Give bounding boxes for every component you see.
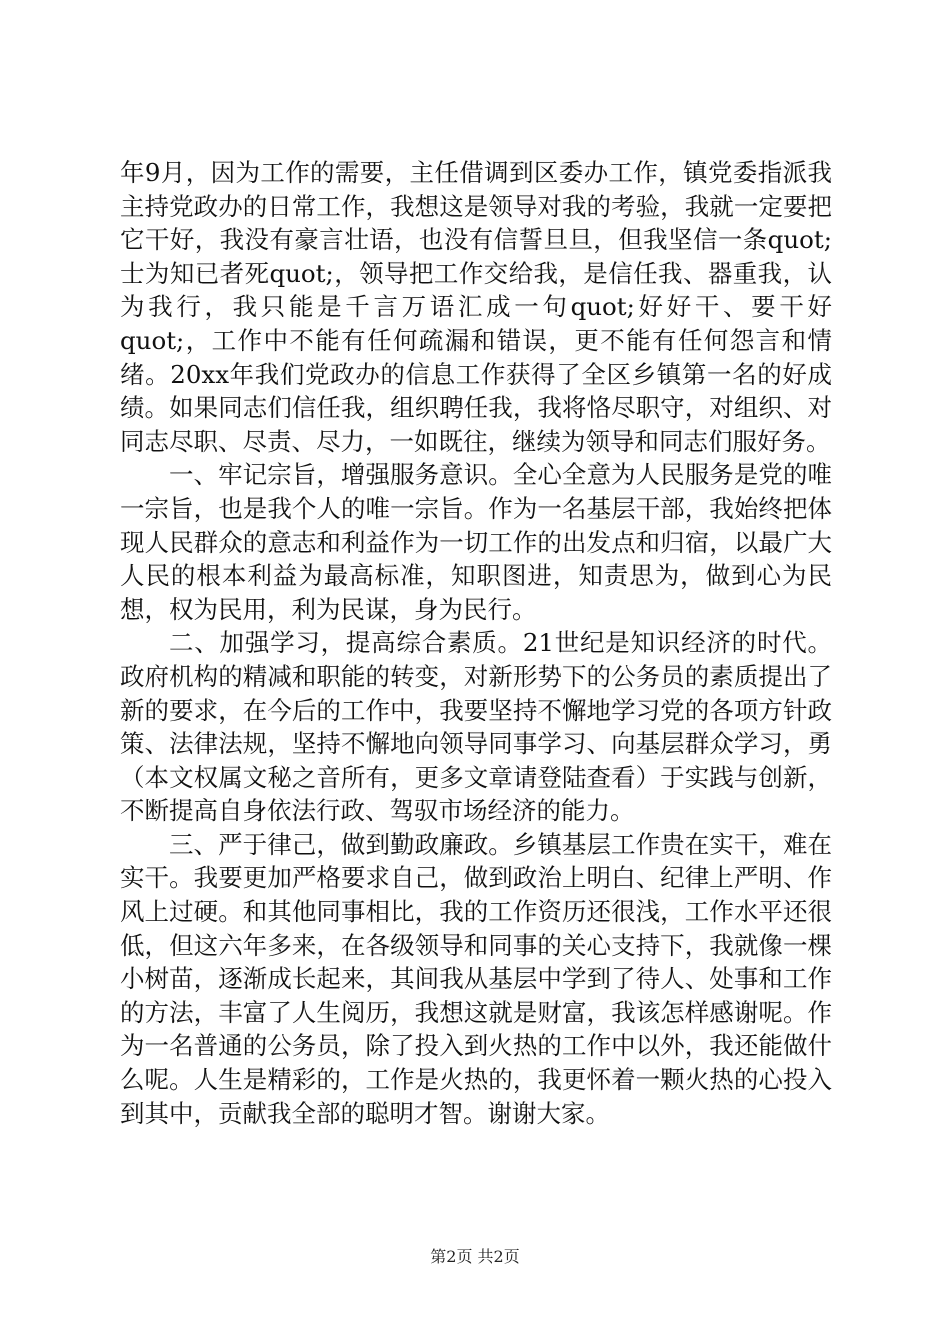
paragraph-continuation: 年9月，因为工作的需要，主任借调到区委办工作，镇党委指派我主持党政办的日常工作，我想这是领导对我的考验，我就一定要把它干好，我没有豪言壮语，也没有信誓旦旦，但我坚信一条quot;士为知已者死quot;，领导把工作交给我，是信任我、器重我，认为我行，我只能是千言万语汇成一句quot;好好干、要干好quot;，工作中不能有任何疏漏和错误，更不能有任何怨言和情绪。20xx年我们党政办的信息工作获得了全区乡镇第一名的好成绩。如果同志们信任我，组织聘任我，我将恪尽职守，对组织、对同志尽职、尽责、尽力，一如既往，继续为领导和同志们服好务。 (120, 158, 832, 456)
paragraph-section-two: 二、加强学习，提高综合素质。21世纪是知识经济的时代。政府机构的精减和职能的转变，对新形势下的公务员的素质提出了新的要求，在今后的工作中，我要坚持不懈地学习党的各项方针政策、法律法规，坚持不懈地向领导同事学习、向基层群众学习，勇（本文权属文秘之音所有，更多文章请登陆查看）于实践与创新，不断提高自身依法行政、驾驭市场经济的能力。 (120, 628, 832, 826)
paragraph-section-one: 一、牢记宗旨，增强服务意识。全心全意为人民服务是党的唯一宗旨，也是我个人的唯一宗旨。作为一名基层干部，我始终把体现人民群众的意志和利益作为一切工作的出发点和归宿，以最广大人民的根本利益为最高标准，知职图进，知责思为，做到心为民想，权为民用，利为民谋，身为民行。 (120, 460, 832, 624)
paragraph-section-three: 三、严于律己，做到勤政廉政。乡镇基层工作贵在实干，难在实干。我要更加严格要求自己，做到政治上明白、纪律上严明、作风上过硬。和其他同事相比，我的工作资历还很浅，工作水平还很低，但这六年多来，在各级领导和同事的关心支持下，我就像一棵小树苗，逐渐成长起来，其间我从基层中学到了待人、处事和工作的方法，丰富了人生阅历，我想这就是财富，我该怎样感谢呢。作为一名普通的公务员，除了投入到火热的工作中以外，我还能做什么呢。人生是精彩的，工作是火热的，我更怀着一颗火热的心投入到其中，贡献我全部的聪明才智。谢谢大家。 (120, 829, 832, 1128)
document-body (120, 156, 832, 1130)
page-number-footer: 第2页 共2页 (430, 1247, 520, 1266)
